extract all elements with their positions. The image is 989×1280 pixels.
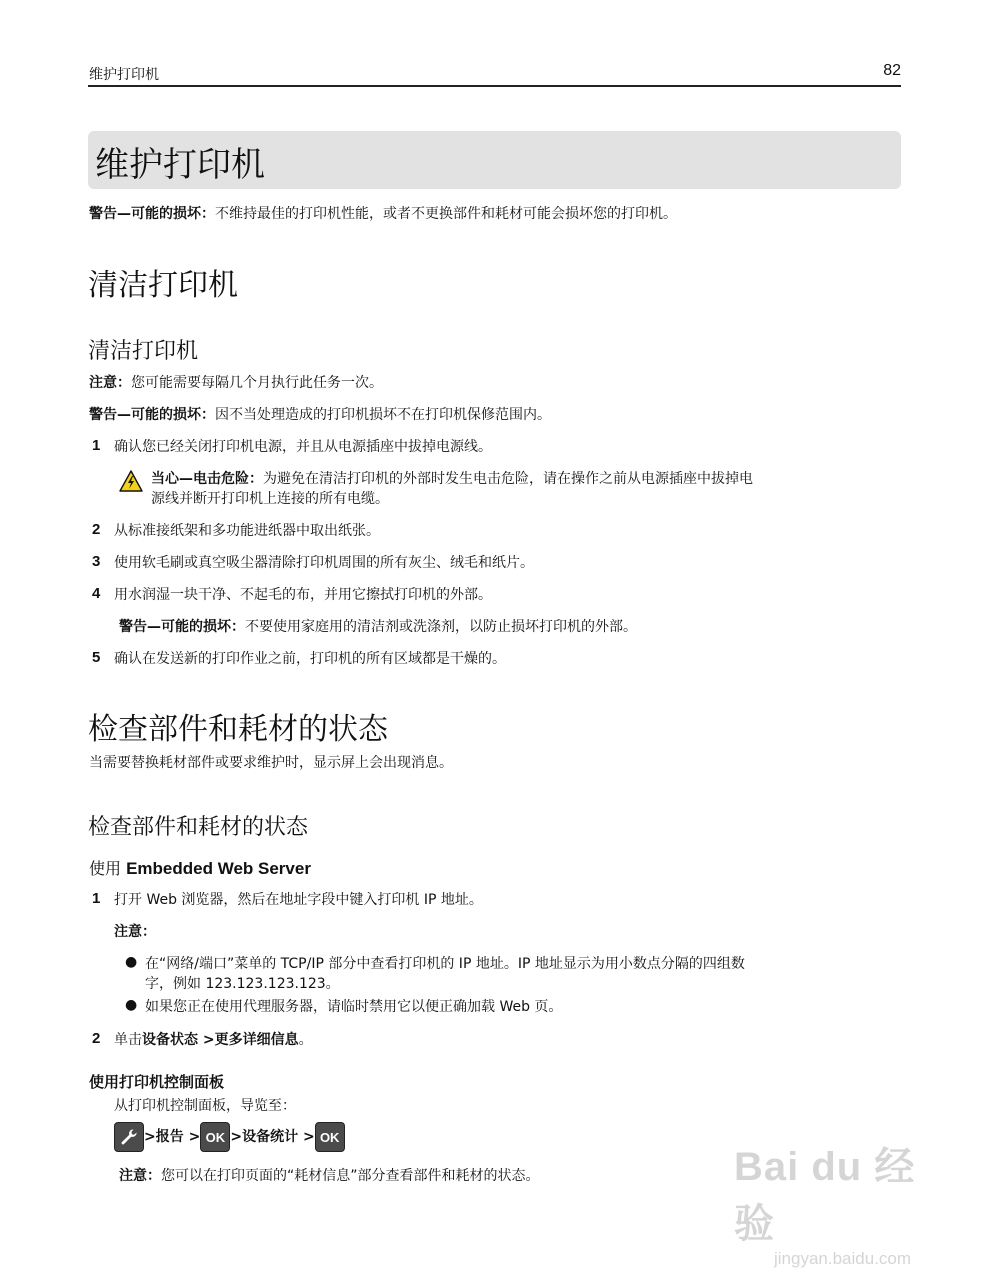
chapter-title: 维护打印机 [95,145,265,185]
step-number: 2 [92,521,101,538]
step-text: 确认在发送新的打印作业之前，打印机的所有区域都是干燥的。 [114,651,506,667]
cleaning-warning [89,405,551,425]
caution-line-1 [151,469,753,489]
note-text: 您可能需要每隔几个月执行此任务一次。 [131,375,383,391]
wrench-icon [114,1122,144,1152]
warning-label: 警告—可能的损坏： [89,407,215,423]
warning-text: 因不当处理造成的打印机损坏不在打印机保修范围内。 [215,407,551,423]
subsection-title-cleaning: 清洁打印机 [88,339,199,364]
step-text: 从标准接纸架和多功能进纸器中取出纸张。 [114,523,380,539]
baidu-jingyan-watermark [734,1135,934,1268]
step4-warning [119,617,637,637]
step-number: 4 [92,585,101,602]
note-text: 您可以在打印页面的“耗材信息”部分查看部件和耗材的状态。 [161,1168,540,1184]
section-title-status: 检查部件和耗材的状态 [88,712,388,747]
caution-label: 当心—电击危险： [151,471,263,487]
panel-note [119,1166,540,1186]
step-text: 确认您已经关闭打印机电源，并且从电源插座中拔掉电源线。 [114,439,492,455]
step-text: 打开 Web 浏览器，然后在地址字段中键入打印机 IP 地址。 [114,892,483,908]
ews-heading-prefix: 使用 [89,859,127,878]
cleaning-note [89,373,383,393]
warning-label: 警告—可能的损坏： [89,206,215,222]
step-number: 1 [92,890,101,907]
bullet-dot: ● [125,954,138,970]
step2-suffix: 。 [298,1032,313,1048]
ews-heading [89,856,311,879]
warning-text: 不要使用家庭用的清洁剂或洗涤剂，以防止损坏打印机的外部。 [245,619,637,635]
intro-warning [89,204,677,224]
page-number: 82 [883,62,901,79]
caution-text: 为避免在清洁打印机的外部时发生电击危险，请在操作之前从电源插座中拔掉电 [263,471,753,487]
running-header-title: 维护打印机 [89,67,159,83]
step2-menu-path: 设备状态 >更多详细信息 [142,1032,299,1048]
subsection-title-status: 检查部件和耗材的状态 [88,815,309,840]
ews-heading-bold: Embedded Web Server [126,859,311,878]
bullet-1-line-1: 在“网络/端口”菜单的 TCP/IP 部分中查看打印机的 IP 地址。IP 地址显示为用小数点分隔的四组数 [145,956,745,972]
warning-label: 警告—可能的损坏： [119,619,245,635]
nav-device-stats: >设备统计 > [230,1129,315,1145]
electric-hazard-icon [119,470,143,492]
step-number: 1 [92,437,101,454]
step-number: 2 [92,1030,101,1047]
watermark-url: jingyan.baidu.com [774,1249,912,1268]
watermark-brand: Bai du 经验 [734,1145,916,1246]
bullet-dot: ● [125,997,138,1013]
status-intro: 当需要替换耗材部件或要求维护时，显示屏上会出现消息。 [89,755,453,771]
ews-note-label: 注意： [114,924,156,940]
nav-reports: >报告 > [144,1129,201,1145]
step2-prefix: 单击 [114,1032,142,1048]
header-divider [88,85,901,87]
step-text: 用水润湿一块干净、不起毛的布，并用它擦拭打印机的外部。 [114,587,492,603]
note-label: 注意： [119,1168,161,1184]
step-number: 5 [92,649,101,666]
panel-nav-path [114,1122,345,1152]
bullet-1-line-2: 字，例如 123.123.123.123。 [145,976,340,992]
note-label: 注意： [89,375,131,391]
ok-button-icon: OK [200,1122,230,1152]
warning-text: 不维持最佳的打印机性能，或者不更换部件和耗材可能会损坏您的打印机。 [215,206,677,222]
panel-heading: 使用打印机控制面板 [89,1073,225,1091]
step-text [114,1030,313,1050]
bullet-2-line-1: 如果您正在使用代理服务器，请临时禁用它以便正确加载 Web 页。 [145,999,563,1015]
step-number: 3 [92,553,101,570]
section-title-cleaning: 清洁打印机 [88,268,238,303]
caution-line-2: 源线并断开打印机上连接的所有电缆。 [151,491,389,507]
ok-button-icon: OK [315,1122,345,1152]
panel-intro: 从打印机控制面板，导览至： [114,1098,296,1114]
step-text: 使用软毛刷或真空吸尘器清除打印机周围的所有灰尘、绒毛和纸片。 [114,555,534,571]
